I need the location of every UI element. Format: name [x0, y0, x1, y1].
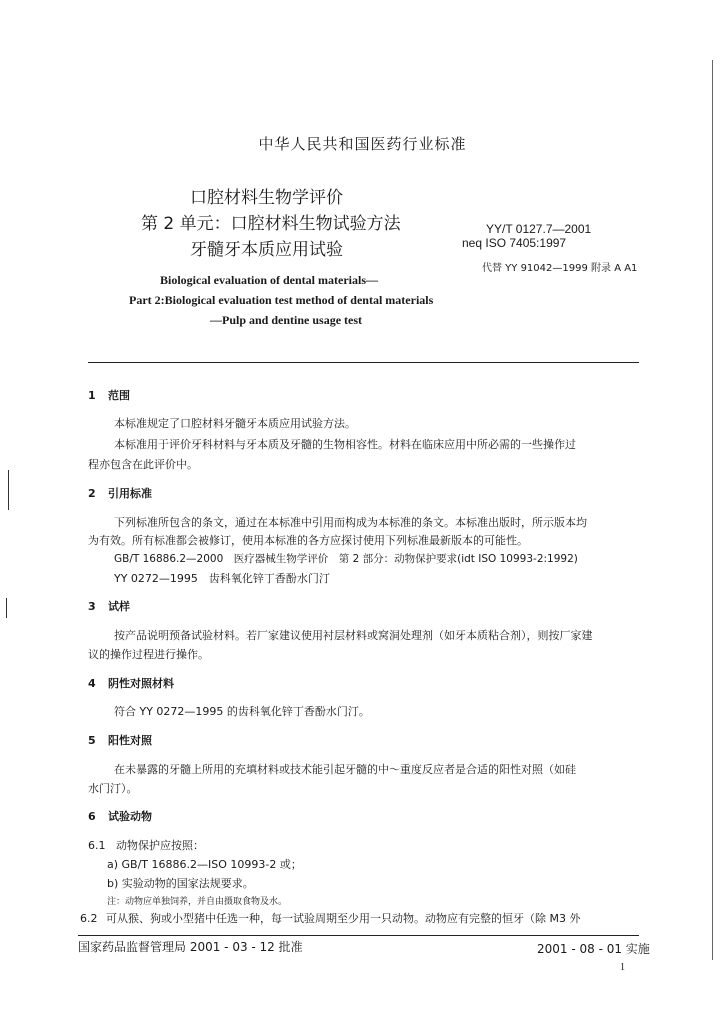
subsection-6-1: 6.1 动物保护应按照： — [88, 839, 204, 852]
english-title-1: Biological evaluation of dental materials— — [160, 273, 378, 287]
scan-edge-mark — [712, 60, 713, 960]
paragraph: 水门汀）。 — [88, 782, 138, 795]
standard-code: YY/T 0127.7—2001 — [486, 222, 592, 236]
issuing-organization: 中华人民共和国医药行业标准 — [258, 135, 467, 153]
paragraph: 按产品说明预备试验材料。若厂家建议使用衬层材料或窝洞处理剂（如牙本质粘合剂），则按厂家建 — [114, 629, 593, 642]
section-heading: 5 阳性对照 — [88, 734, 152, 747]
reference-item: YY 0272—1995 齿科氧化锌丁香酚水门汀 — [114, 572, 330, 585]
section-heading: 6 试验动物 — [88, 810, 152, 823]
page-number: 1 — [620, 962, 625, 973]
header-divider — [88, 362, 639, 363]
paragraph: 程亦包含在此评价中。 — [88, 458, 198, 471]
scan-edge-mark — [8, 470, 9, 510]
effective-date: 2001 - 08 - 01 实施 — [537, 942, 650, 956]
issuer-approval: 国家药品监督管理局 2001 - 03 - 12 批准 — [78, 940, 303, 954]
note: 注：动物应单独饲养，并自由摄取食物及水。 — [107, 897, 288, 907]
paragraph: 下列标准所包含的条文，通过在本标准中引用而构成为本标准的条文。本标准出版时，所示版本均 — [114, 516, 587, 529]
subsection-6-2: 6.2 可从猴、狗或小型猪中任选一种，每一试验周期至少用一只动物。动物应有完整的恒牙（除 M3 外 — [80, 912, 581, 925]
replaces-note: 代替 YY 91042—1999 附录 A A1 — [482, 263, 638, 274]
paragraph: 本标准用于评价牙科材料与牙本质及牙髓的生物相容性。材料在临床应用中所必需的一些操作过 — [114, 438, 576, 451]
list-item: b) 实验动物的国家法规要求。 — [107, 877, 254, 890]
footer-divider — [78, 935, 639, 936]
paragraph: 议的操作过程进行操作。 — [88, 648, 209, 661]
paragraph: 为有效。所有标准都会被修订，使用本标准的各方应探讨使用下列标准最新版本的可能性。 — [88, 534, 528, 547]
section-heading: 4 阴性对照材料 — [88, 677, 174, 690]
paragraph: 符合 YY 0272—1995 的齿科氧化锌丁香酚水门汀。 — [114, 705, 370, 718]
section-heading: 2 引用标准 — [88, 487, 152, 500]
title-line-3: 牙髓牙本质应用试验 — [190, 240, 343, 260]
english-title-2: Part 2:Biological evaluation test method of dental materials — [129, 293, 434, 307]
scan-edge-mark — [6, 598, 7, 618]
title-line-1: 口腔材料生物学评价 — [190, 188, 343, 208]
paragraph: 本标准规定了口腔材料牙髓牙本质应用试验方法。 — [114, 417, 356, 430]
english-title-3: —Pulp and dentine usage test — [210, 313, 363, 327]
reference-item: GB/T 16886.2—2000 医疗器械生物学评价 第 2 部分：动物保护要求(idt ISO 10993-2:1992) — [114, 553, 578, 565]
section-heading: 1 范围 — [88, 389, 130, 402]
section-heading: 3 试样 — [88, 600, 130, 613]
iso-reference: neq ISO 7405:1997 — [462, 236, 567, 250]
paragraph: 在未暴露的牙髓上所用的充填材料或技术能引起牙髓的中～重度反应者是合适的阳性对照（如硅 — [114, 763, 576, 776]
title-line-2: 第 2 单元：口腔材料生物试验方法 — [141, 214, 401, 234]
list-item: a) GB/T 16886.2—ISO 10993-2 或； — [107, 858, 302, 871]
